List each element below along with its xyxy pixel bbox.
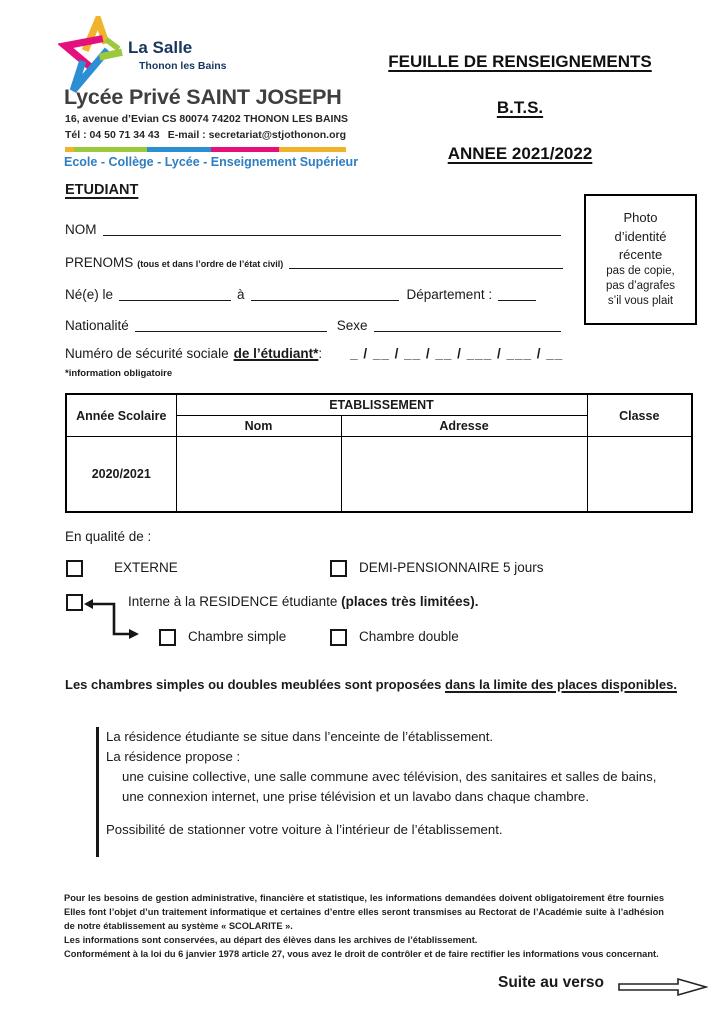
nationalite-label: Nationalité xyxy=(65,318,129,333)
brand-subtitle: Thonon les Bains xyxy=(139,60,227,72)
document-titles xyxy=(370,52,670,164)
residence-line1: La résidence étudiante se situe dans l’enceinte de l’établissement. xyxy=(106,729,494,744)
departement-label: Département : xyxy=(406,287,493,302)
photo-box-line3: récente xyxy=(618,246,663,262)
lieu-naissance-field-line[interactable] xyxy=(251,286,399,301)
interne-label xyxy=(128,594,478,609)
cell-adresse[interactable] xyxy=(341,437,587,513)
photo-box-line1: Photo xyxy=(623,210,658,226)
bar-yellow-sliver xyxy=(65,147,74,152)
document-subtitle-bts: B.T.S. xyxy=(496,98,544,117)
residence-line3: une cuisine collective, une salle commune avec télévision, des sanitaires et salles de bains, xyxy=(122,769,657,784)
cell-nom[interactable] xyxy=(176,437,341,513)
demi-pensionnaire-checkbox[interactable] xyxy=(330,560,347,577)
bar-pink xyxy=(211,147,279,152)
prenoms-note: (tous et dans l’ordre de l’état civil) xyxy=(137,259,284,269)
legal-paragraph-3: Conformément à la loi du 6 janvier 1978 article 27, vous avez le droit de contrôler et de faire rectifier les informations vous concernant. xyxy=(64,948,659,959)
interne-label-text: Interne à la RESIDENCE étudiante xyxy=(128,594,342,609)
table-row xyxy=(66,437,692,513)
cell-annee: 2020/2021 xyxy=(66,437,176,513)
legal-footer xyxy=(64,892,664,962)
photo-box-line5: pas d’agrafes xyxy=(605,280,676,293)
bar-green xyxy=(74,147,147,152)
brand-name: La Salle xyxy=(128,38,193,57)
nationalite-field-line[interactable] xyxy=(135,317,327,332)
verso-arrow-icon xyxy=(618,976,708,998)
sexe-label: Sexe xyxy=(336,318,368,333)
school-address: 16, avenue d’Evian CS 80074 74202 THONON LES BAINS xyxy=(65,113,349,125)
ne-le-label: Né(e) le xyxy=(65,287,114,302)
nom-field-line[interactable] xyxy=(103,221,562,236)
prenoms-label: PRENOMS xyxy=(65,255,134,270)
residence-line5: Possibilité de stationner votre voiture à l’intérieur de l’établissement. xyxy=(106,822,503,837)
etablissement-table xyxy=(65,393,693,513)
chambre-double-label: Chambre double xyxy=(359,629,459,644)
photo-box-line2: d’identité xyxy=(614,228,667,244)
chambre-double-checkbox[interactable] xyxy=(330,629,347,646)
photo-box-line4: pas de copie, xyxy=(606,265,675,278)
interne-label-bold: (places très limitées). xyxy=(341,594,479,609)
secu-colon: : xyxy=(318,346,323,361)
demi-pensionnaire-label: DEMI-PENSIONNAIRE 5 jours xyxy=(359,560,544,575)
secu-mask-field[interactable]: _ / __ / __ / __ / ___ / ___ / __ xyxy=(350,346,564,361)
brand-color-bar xyxy=(65,147,346,152)
field-row-nom xyxy=(65,221,563,237)
col-header-classe: Classe xyxy=(587,394,692,437)
document-year: ANNEE 2021/2022 xyxy=(447,144,593,163)
qualite-title: En qualité de : xyxy=(65,529,152,544)
legal-paragraph-1: Pour les besoins de gestion administrative, financière et statistique, les informations demandées doivent obligatoirement être fournies Elles font l’objet d’un traitement informatique et certaines d’entre elles seront transmises au Rectorat de l’Académie suite à l’adhésion de notre établissement au système « SCOLARITE ». xyxy=(64,893,664,931)
bar-yellow xyxy=(279,147,346,152)
field-row-secu xyxy=(65,346,675,361)
photo-box xyxy=(584,194,697,325)
departement-field-line[interactable] xyxy=(498,286,536,301)
residence-block-rule xyxy=(96,727,99,857)
rooms-notice xyxy=(65,677,677,692)
residence-line2: La résidence propose : xyxy=(106,749,241,764)
chambre-simple-label: Chambre simple xyxy=(188,629,287,644)
field-row-naissance xyxy=(65,286,563,302)
sexe-field-line[interactable] xyxy=(374,317,561,332)
col-header-adresse: Adresse xyxy=(341,416,587,437)
residence-line4: une connexion internet, une prise télévision et un lavabo dans chaque chambre. xyxy=(122,789,590,804)
externe-checkbox[interactable] xyxy=(66,560,83,577)
col-header-annee-scolaire: Année Scolaire xyxy=(66,394,176,437)
cell-classe[interactable] xyxy=(587,437,692,513)
school-name: Lycée Privé SAINT JOSEPH xyxy=(64,85,342,109)
field-row-nationalite xyxy=(65,317,563,333)
chambre-simple-checkbox[interactable] xyxy=(159,629,176,646)
section-title-etudiant: ETUDIANT xyxy=(65,182,139,198)
secu-note: *information obligatoire xyxy=(65,368,173,379)
school-email: E-mail : secretariat@stjothonon.org xyxy=(167,129,346,141)
nom-label: NOM xyxy=(65,222,97,237)
document-title: FEUILLE DE RENSEIGNEMENTS xyxy=(388,52,652,71)
rooms-notice-underlined: dans la limite des places disponibles. xyxy=(445,677,677,692)
suite-au-verso-label: Suite au verso xyxy=(498,974,604,991)
school-tagline: Ecole - Collège - Lycée - Enseignement Supérieur xyxy=(64,155,359,169)
residence-block xyxy=(106,727,681,840)
bar-blue xyxy=(147,147,211,152)
legal-paragraph-2: Les informations sont conservées, au départ des élèves dans les archives de l’établissement. xyxy=(64,934,478,945)
date-naissance-field-line[interactable] xyxy=(119,286,231,301)
col-header-etablissement: ETABLISSEMENT xyxy=(176,394,587,416)
col-header-nom: Nom xyxy=(176,416,341,437)
photo-box-line6: s’il vous plait xyxy=(607,295,674,308)
field-row-prenoms xyxy=(65,254,565,270)
a-label: à xyxy=(237,287,245,302)
interne-checkbox[interactable] xyxy=(66,594,83,611)
prenoms-field-line[interactable] xyxy=(289,254,563,269)
school-phone: Tél : 04 50 71 34 43 xyxy=(65,129,160,141)
externe-label: EXTERNE xyxy=(114,560,178,575)
secu-label-etudiant: de l’étudiant* xyxy=(233,346,319,361)
rooms-notice-text: Les chambres simples ou doubles meublées sont proposées xyxy=(65,677,446,692)
school-contact xyxy=(65,129,346,141)
secu-label: Numéro de sécurité sociale xyxy=(65,346,229,361)
